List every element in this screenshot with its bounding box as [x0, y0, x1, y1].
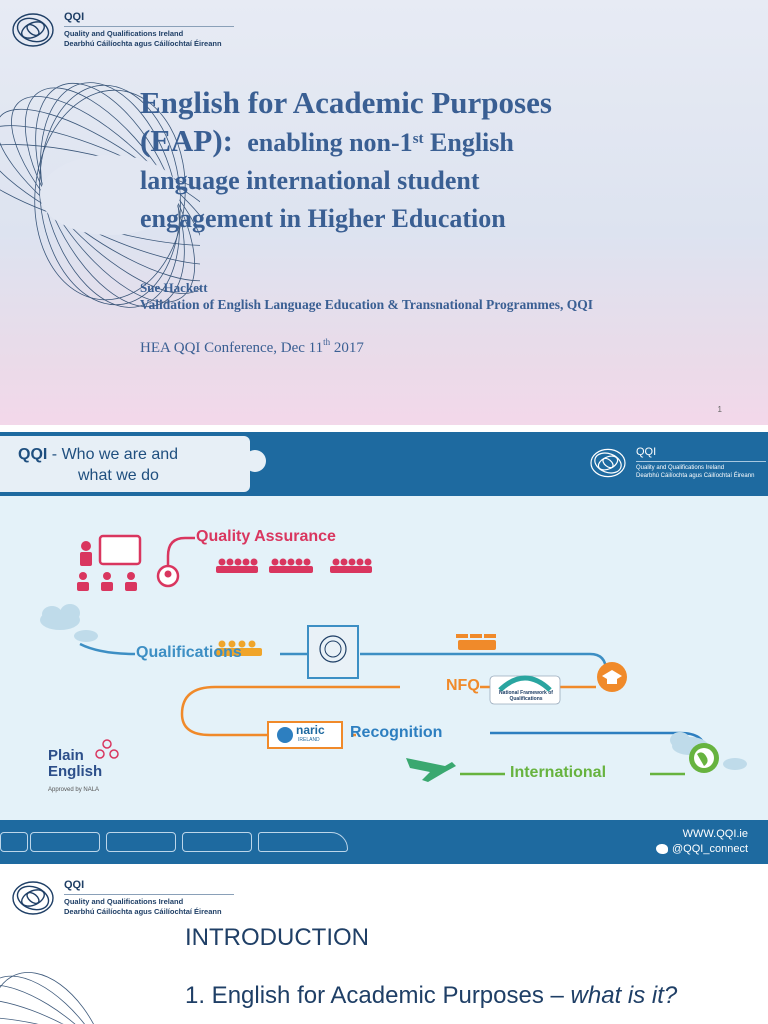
- label-international: International: [510, 764, 607, 781]
- label-qualifications: Qualifications: [136, 644, 242, 661]
- title-sup: st: [412, 131, 424, 147]
- title-enabling: enabling non-1: [247, 128, 413, 157]
- contact-info: [656, 827, 748, 857]
- nfq-badge-text: National Framework of Qualifications: [499, 690, 553, 702]
- train-car: [182, 832, 252, 852]
- logo-subtitle-en: Quality and Qualifications Ireland: [64, 29, 184, 38]
- title-line-4: engagement in Higher Education: [140, 204, 506, 233]
- qqi-logo: [10, 10, 234, 50]
- introduction-item-1: 1. English for Academic Purposes – what is it?: [185, 982, 678, 1009]
- slide2-header-title: QQI - Who we are and what we do: [18, 446, 179, 484]
- logo-subtitle-ga: Dearbhú Cáilíochta agus Cáilíochtaí Éireann: [64, 39, 222, 48]
- qqi-logo-icon: [10, 10, 56, 50]
- swirl-graphic: [0, 948, 170, 1024]
- conference-info: HEA QQI Conference, Dec 11th 2017: [140, 337, 364, 356]
- title-line-1: English for Academic Purposes: [140, 85, 552, 120]
- graduates-icon: [456, 634, 496, 650]
- title-eap: (EAP):: [140, 123, 233, 158]
- train-car: [30, 832, 100, 852]
- label-recognition: Recognition: [350, 724, 443, 741]
- slide2-footer: [0, 820, 768, 864]
- introduction-title: INTRODUCTION: [185, 924, 369, 951]
- author-name: Sue Hackett: [140, 280, 208, 295]
- plain-english-logo: Plain English Approved by NALA: [48, 747, 103, 793]
- page-number: 1: [717, 405, 722, 414]
- slide-title-heading: [140, 84, 750, 238]
- qqi-roadmap-diagram: [0, 496, 768, 820]
- author-role: Validation of English Language Education & Transnational Programmes, QQI: [140, 297, 593, 312]
- teacher-icon: [77, 536, 140, 591]
- train-engine: [258, 832, 348, 852]
- qqi-logo: QQI Quality and Qualifications Ireland Dearbhú Cáilíochta agus Cáilíochtaí Éireann: [10, 878, 234, 918]
- train-car: [0, 832, 28, 852]
- qqi-logo-icon: [588, 446, 628, 480]
- website-link[interactable]: WWW.QQI.ie: [682, 828, 748, 840]
- people-group-icon: [216, 559, 372, 574]
- road-quality-assurance: [168, 538, 195, 566]
- slide2-header: [0, 432, 768, 496]
- train-car: [106, 832, 176, 852]
- twitter-icon: [656, 844, 668, 854]
- airplane-icon: [406, 758, 456, 782]
- slide2-qqi-logo: QQI Quality and Qualifications Ireland Dearbhú Cáilíochta agus Cáilíochtaí Éireann: [588, 446, 766, 480]
- logo-name: QQI: [64, 11, 85, 23]
- slide-title: [0, 0, 768, 425]
- twitter-handle[interactable]: @QQI_connect: [656, 842, 748, 857]
- title-line-3: language international student: [140, 166, 480, 195]
- certificate-icon: [308, 626, 358, 678]
- title-english: English: [423, 128, 514, 157]
- naric-text: naric: [296, 723, 325, 737]
- naric-sub-text: IRELAND: [298, 737, 320, 743]
- qqi-logo-icon: [10, 878, 56, 918]
- label-quality-assurance: Quality Assurance: [196, 528, 336, 545]
- slide-who-we-are: [0, 432, 768, 864]
- label-nfq: NFQ: [446, 677, 480, 694]
- slide-introduction: [0, 868, 768, 1024]
